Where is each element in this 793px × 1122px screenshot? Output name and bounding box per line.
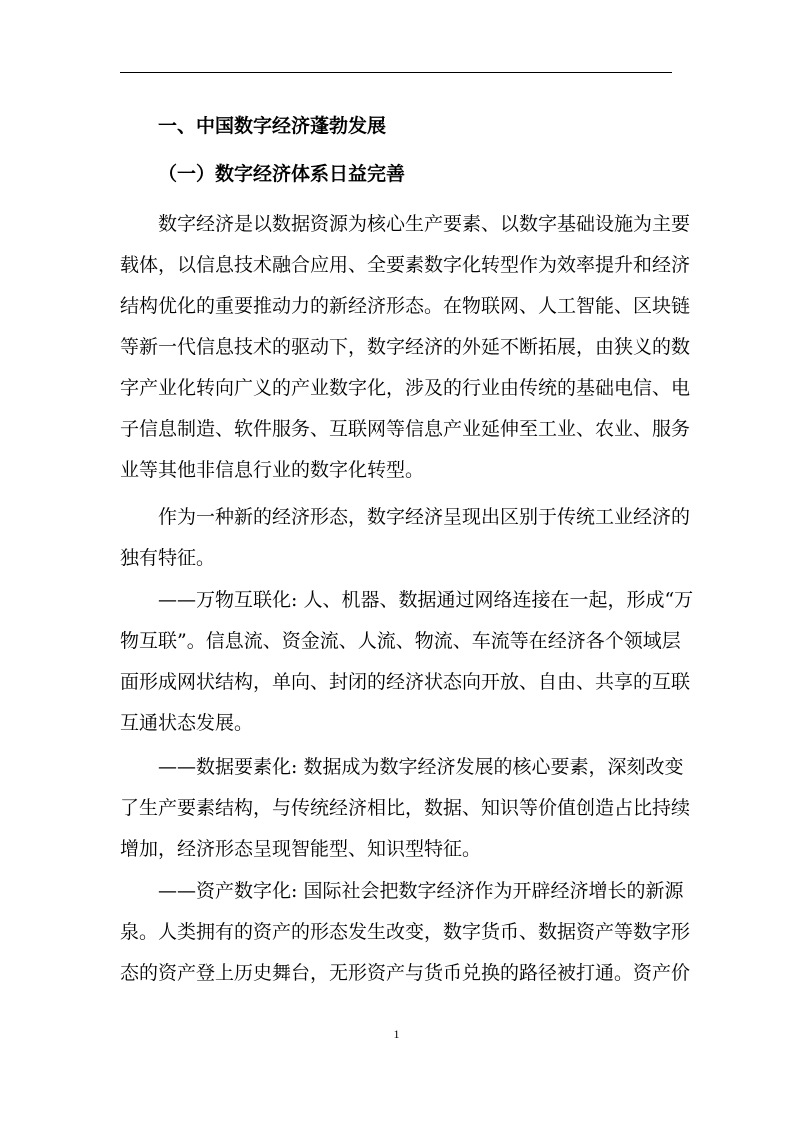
text-line: ——万物互联化: 人、机器、数据通过网络连接在一起，形成“万 — [158, 589, 694, 611]
paragraph-interconnection — [120, 580, 694, 744]
text-line: 独有特征。 — [120, 547, 216, 569]
text-line: 业等其他非信息行业的数字化转型。 — [120, 459, 425, 481]
text-line: 增加，经济形态呈现智能型、知识型特征。 — [120, 838, 482, 860]
text-line: 子信息制造、软件服务、互联网等信息产业延伸至工业、农业、服务 — [120, 418, 691, 440]
text-line: 互通状态发展。 — [120, 712, 254, 734]
text-line: 态的资产登上历史舞台，无形资产与货币兑换的路径被打通。资产价 — [120, 962, 691, 984]
paragraph-asset-digitization — [120, 871, 691, 994]
page-number: 1 — [393, 1027, 400, 1041]
text-line: 等新一代信息技术的驱动下，数字经济的外延不断拓展，由狭义的数 — [120, 336, 691, 358]
subsection-heading: （一）数字经济体系日益完善 — [158, 163, 406, 185]
text-line: 物互联”。信息流、资金流、人流、物流、车流等在经济各个领域层 — [120, 630, 681, 652]
header-rule — [120, 72, 672, 73]
text-line: 结构优化的重要推动力的新经济形态。在物联网、人工智能、区块链 — [120, 295, 691, 317]
text-line: 了生产要素结构，与传统经济相比，数据、知识等价值创造占比持续 — [120, 797, 691, 819]
text-line: 字产业化转向广义的产业数字化，涉及的行业由传统的基础电信、电 — [120, 377, 691, 399]
section-heading: 一、中国数字经济蓬勃发展 — [158, 115, 387, 137]
text-line: ——资产数字化: 国际社会把数字经济作为开辟经济增长的新源 — [158, 880, 684, 902]
text-line: 载体，以信息技术融合应用、全要素数字化转型作为效率提升和经济 — [120, 254, 691, 276]
paragraph-data-factor — [120, 747, 691, 870]
text-line: 作为一种新的经济形态，数字经济呈现出区别于传统工业经济的 — [158, 506, 691, 528]
text-line: ——数据要素化: 数据成为数字经济发展的核心要素，深刻改变 — [158, 756, 684, 778]
text-line: 面形成网状结构，单向、封闭的经济状态向开放、自由、共享的互联 — [120, 671, 691, 693]
paragraph-features-intro — [120, 497, 691, 579]
text-line: 泉。人类拥有的资产的形态发生改变，数字货币、数据资产等数字形 — [120, 921, 691, 943]
text-line: 数字经济是以数据资源为核心生产要素、以数字基础设施为主要 — [158, 213, 691, 235]
paragraph-intro — [120, 204, 691, 491]
